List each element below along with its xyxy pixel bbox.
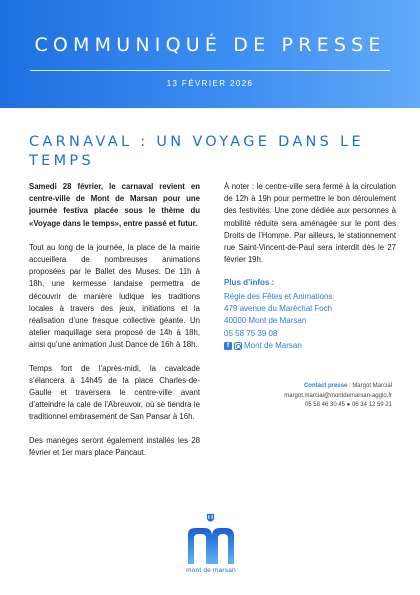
info-city: 40000 Mont de Marsan: [224, 316, 307, 326]
lead-paragraph: Samedi 28 février, le carnaval revient en centre-ville de Mont de Marsan pour une journée festiva placée sous le thème du «Voyage dans le temps», entre passé et futur.: [29, 182, 200, 228]
contact-phones: 05 58 46 30 45 ● 06 34 12 59 21: [304, 402, 392, 409]
mont-de-marsan-logo-icon: [182, 524, 240, 568]
body-paragraph-1: Tout au long de la journée, la place de la mairie accueillera de nombreuses animations proposées par le Ballet des Muses. De 11h à 18h, une kermesse landaise permettra de découvrir de manière ludique les traditions locales à travers des jeux, initiations et la réalisation d’une fresque collective géante. Un atelier maquillage sera proposé de 14h à 18h, ainsi qu’une animation Just Dance de 16h à 18h.: [29, 242, 200, 350]
instagram-icon[interactable]: [234, 342, 242, 350]
article-headline: CARNAVAL : UN VOYAGE DANS LE TEMPS: [29, 134, 364, 169]
facebook-icon[interactable]: f: [224, 342, 232, 350]
contact-line: [192, 382, 392, 392]
banner-title: COMMUNIQUÉ DE PRESSE: [34, 34, 386, 56]
banner-date: 13 FÉVRIER 2026: [166, 79, 254, 88]
banner-divider: [30, 70, 390, 71]
city-logo: [182, 510, 240, 580]
left-column: [29, 181, 200, 459]
info-title: Plus d’infos :: [224, 278, 275, 288]
contact-label: Contact presse: [303, 383, 348, 389]
info-organisation: Régie des Fêtes et Animations: [224, 291, 333, 301]
right-column: [224, 181, 396, 352]
social-links[interactable]: [224, 340, 396, 352]
note-paragraph: À noter : le centre-ville sera fermé à la circulation de 12h à 19h pour permettre le bon déroulement des festivités. Une zone dédiée aux personnes à mobilité réduite sera aménagée sur le pont des Droits de l’Homme. Par ailleurs, le stationnement rue Saint-Vincent-de-Paul sera interdit dès le 27 février 19h.: [224, 182, 396, 265]
body-paragraph-2: Temps fort de l’après-midi, la cavalcade s’élancera à 14h45 de la place Charles-de-Gaulle et traversera le centre-ville avant d’atteindre la cale de l’Abreuvoir, où se tiendra le traditionnel embrasement de San Pansar à 16h.: [29, 363, 200, 422]
contact-name: : Margot Marcial: [347, 383, 392, 389]
header-banner: [0, 0, 420, 108]
press-contact: [192, 382, 392, 411]
info-phone[interactable]: 05 58 75 39 08: [224, 328, 278, 338]
body-paragraph-3: Des manèges seront également installés les 28 février et 1er mars place Pancaut.: [29, 435, 200, 457]
info-address: 479 avenue du Maréchal Foch: [224, 303, 333, 313]
contact-email[interactable]: margot.marcial@montdemarsan-agglo.fr: [284, 392, 392, 399]
logo-text: mont de marsan: [186, 567, 236, 574]
social-label[interactable]: Mont de Marsan: [244, 340, 302, 350]
crest-icon: [206, 513, 215, 522]
